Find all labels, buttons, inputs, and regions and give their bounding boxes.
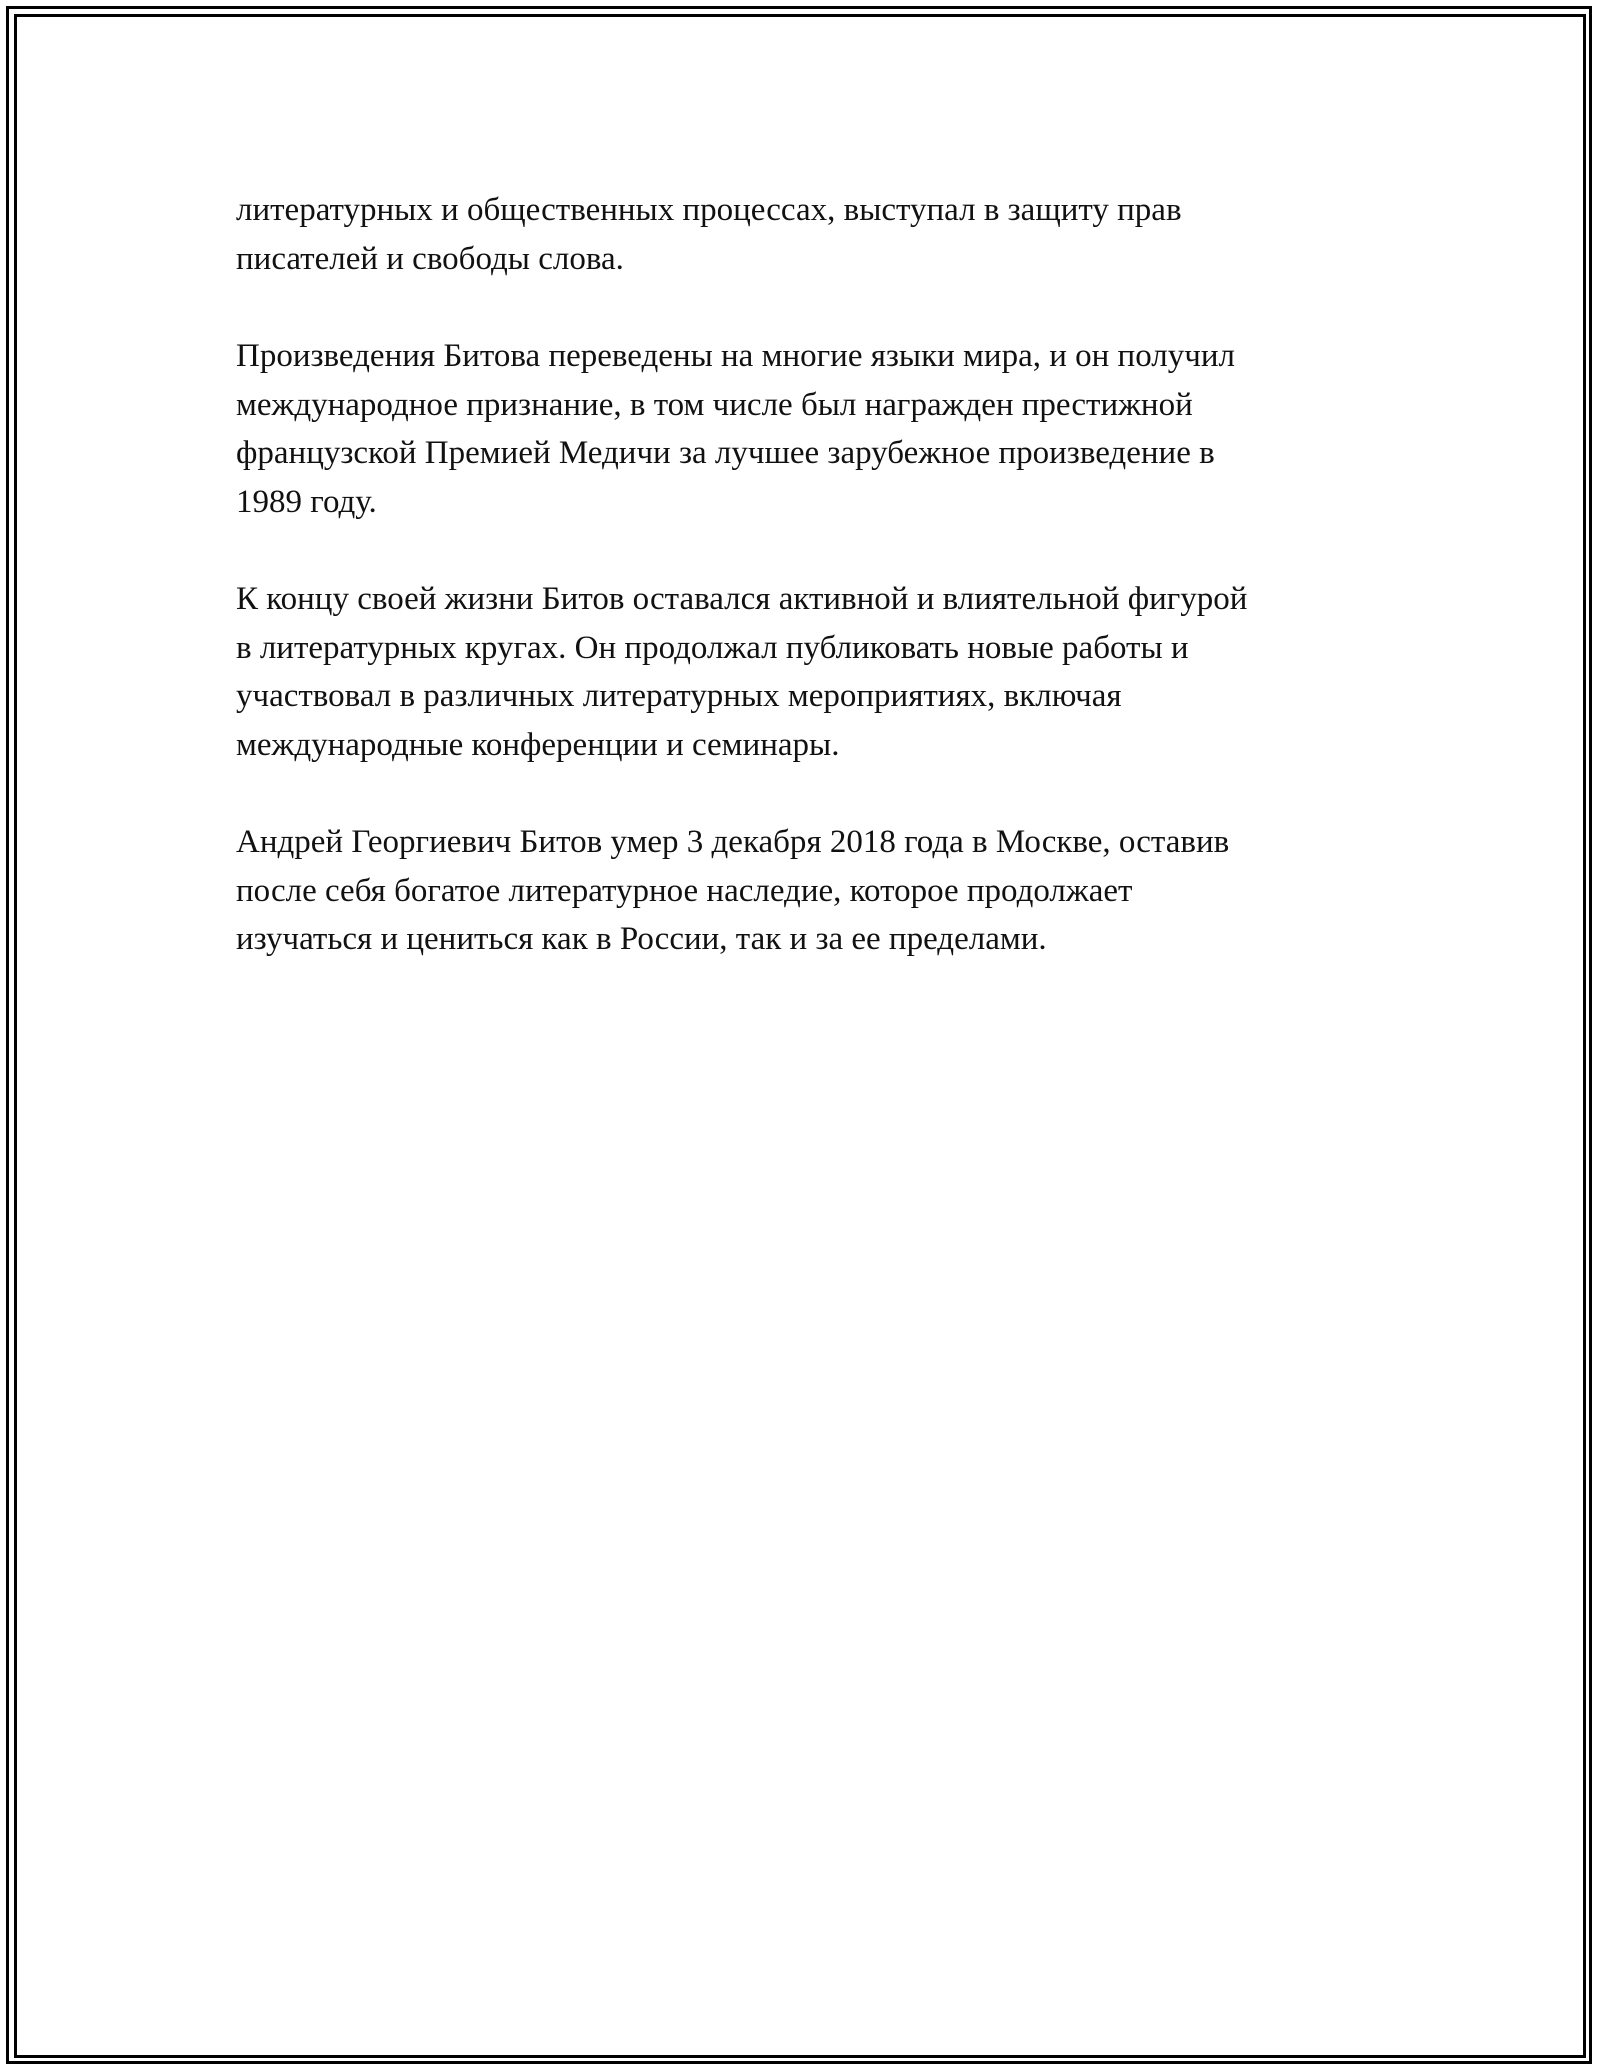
text-line: в литературных кругах. Он продолжал публиковать новые работы и [236, 629, 1189, 666]
text-line: международные конференции и семинары. [236, 726, 840, 763]
paragraph-1 [236, 186, 1396, 283]
paragraph-4 [236, 818, 1396, 964]
text-line: Произведения Битова переведены на многие языки мира, и он получил [236, 338, 1235, 374]
text-line: международное признание, в том числе был награжден престижной [236, 386, 1193, 423]
text-line: Андрей Георгиевич Битов умер 3 декабря 2018 года в Москве, оставив [236, 824, 1230, 860]
text-line: изучаться и цениться как в России, так и за ее пределами. [236, 921, 1047, 957]
text-line: французской Премией Медичи за лучшее зарубежное произведение в [236, 435, 1215, 471]
document-body [236, 186, 1396, 1013]
paragraph-3 [236, 575, 1396, 769]
text-line: после себя богатое литературное наследие, которое продолжает [236, 872, 1133, 909]
paragraph-2 [236, 332, 1396, 526]
text-line: литературных и общественных процессах, выступал в защиту прав [236, 192, 1182, 228]
text-line: писателей и свободы слова. [236, 240, 624, 277]
text-line: 1989 году. [236, 483, 377, 520]
text-line: участвовал в различных литературных мероприятиях, включая [236, 678, 1122, 714]
text-line: К концу своей жизни Битов оставался активной и влиятельной фигурой [236, 581, 1248, 617]
